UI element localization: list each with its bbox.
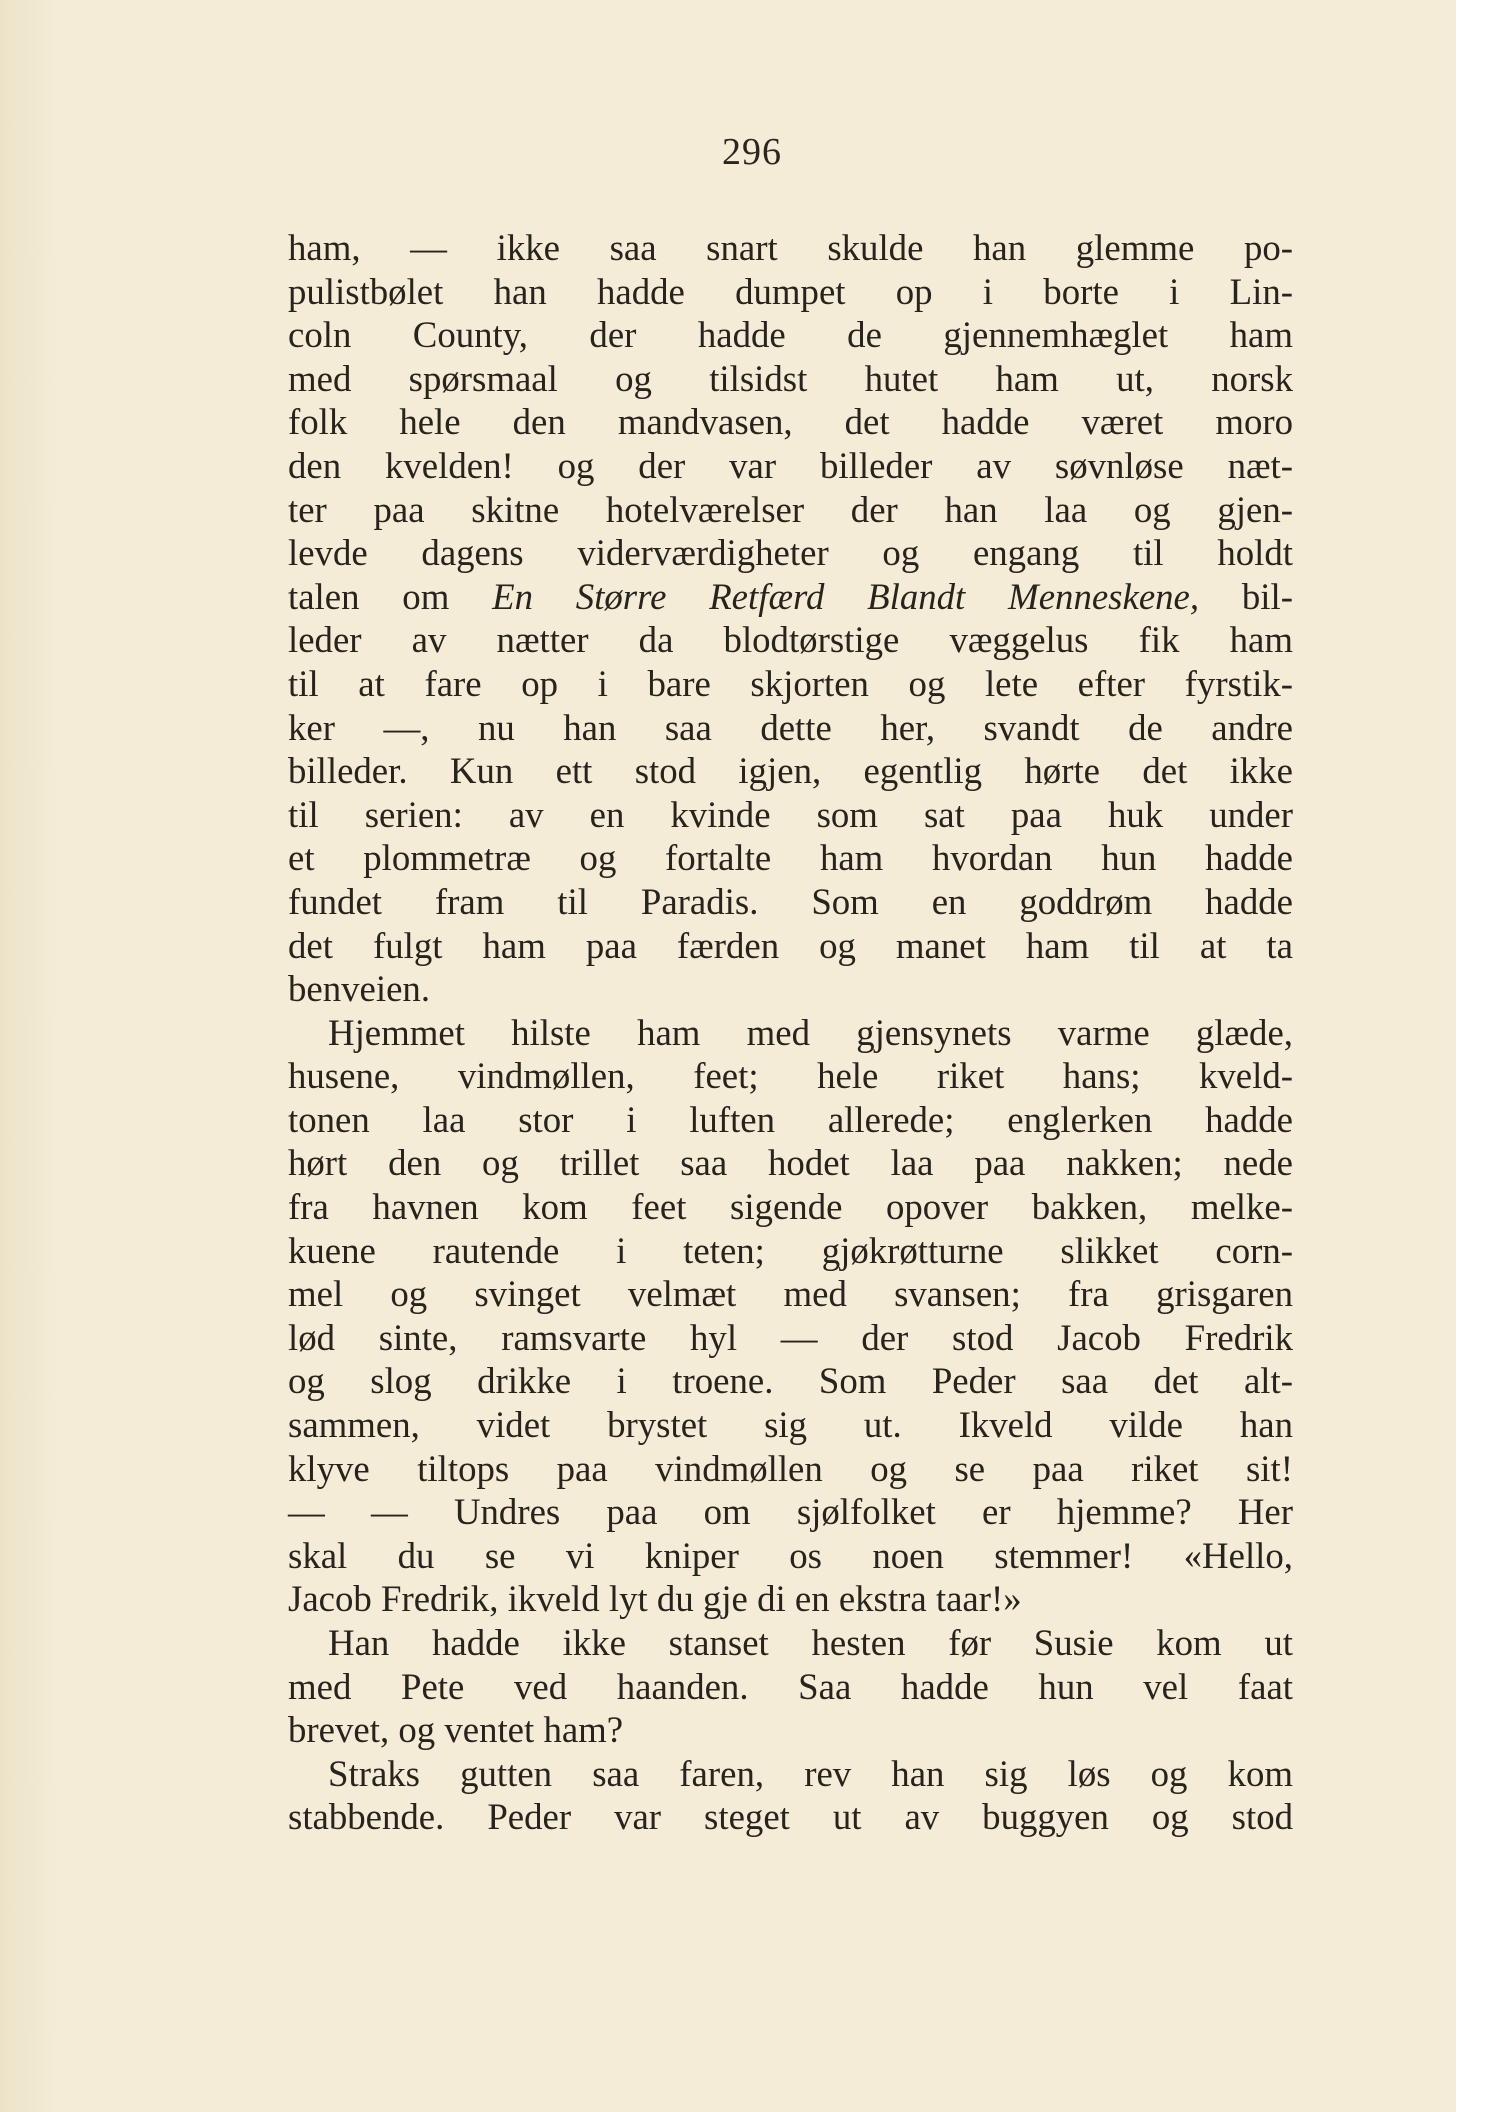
text-line: pulistbølet han hadde dumpet op i borte i Lin-	[288, 270, 1293, 312]
text-line: benveien.	[288, 968, 431, 1010]
text-line: Hjemmet hilste ham med gjensynets varme glæde,	[328, 1011, 1293, 1053]
text-line: klyve tiltops paa vindmøllen og se paa riket sit!	[288, 1447, 1293, 1489]
body-text	[288, 226, 1293, 1839]
text-line: til serien: av en kvinde som sat paa huk under	[288, 793, 1293, 835]
text-line: — — Undres paa om sjølfolket er hjemme? Her	[288, 1491, 1293, 1533]
text-line: det fulgt ham paa færden og manet ham til at ta	[288, 924, 1293, 966]
text-line: leder av nætter da blodtørstige væggelus fik ham	[288, 619, 1293, 661]
text-line: fundet fram til Paradis. Som en goddrøm hadde	[288, 880, 1293, 922]
text-line: skal du se vi kniper os noen stemmer! «Hello,	[288, 1534, 1293, 1576]
text-line: lød sinte, ramsvarte hyl — der stod Jacob Fredrik	[288, 1316, 1293, 1358]
text-line: kuene rautende i teten; gjøkrøtturne slikket corn-	[288, 1229, 1293, 1271]
text-line: sammen, videt brystet sig ut. Ikveld vilde han	[288, 1404, 1293, 1446]
text-line: hørt den og trillet saa hodet laa paa nakken; nede	[288, 1142, 1293, 1184]
page-number: 296	[722, 131, 782, 173]
text-line-segment: bil-	[1199, 575, 1293, 617]
text-line: ter paa skitne hotelværelser der han laa og gjen-	[288, 488, 1293, 530]
text-line: den kvelden! og der var billeder av søvnløse næt-	[288, 444, 1293, 486]
text-line: levde dagens viderværdigheter og engang til holdt	[288, 532, 1293, 574]
text-line-segment: talen om	[288, 575, 493, 617]
text-line: og slog drikke i troene. Som Peder saa det alt-	[288, 1360, 1293, 1402]
text-line: ham, — ikke saa snart skulde han glemme po-	[288, 227, 1293, 268]
text-line: tonen laa stor i luften allerede; englerken hadde	[288, 1098, 1293, 1140]
text-line: et plommetræ og fortalte ham hvordan hun hadde	[288, 837, 1293, 879]
text-line: Jacob Fredrik, ikveld lyt du gje di en ekstra taar!»	[288, 1578, 1022, 1620]
page-gutter-shadow	[0, 0, 60, 2112]
text-line: ker —, nu han saa dette her, svandt de andre	[288, 706, 1293, 748]
text-line: mel og svinget velmæt med svansen; fra grisgaren	[288, 1273, 1293, 1315]
text-line: fra havnen kom feet sigende opover bakken, melke-	[288, 1186, 1293, 1228]
text-line: brevet, og ventet ham?	[288, 1709, 624, 1751]
text-line: med spørsmaal og tilsidst hutet ham ut, norsk	[288, 357, 1293, 399]
text-line: Han hadde ikke stanset hesten før Susie kom ut	[328, 1622, 1293, 1663]
italic-title: En Større Retfærd Blandt Menneskene,	[492, 575, 1200, 617]
text-line: billeder. Kun ett stod igjen, egentlig hørte det ikke	[288, 750, 1293, 792]
text-line: stabbende. Peder var steget ut av buggyen og stod	[288, 1796, 1293, 1838]
text-line: Straks gutten saa faren, rev han sig løs og kom	[328, 1752, 1293, 1794]
text-line: folk hele den mandvasen, det hadde været moro	[288, 401, 1293, 443]
text-line: til at fare op i bare skjorten og lete efter fyrstik-	[288, 662, 1293, 704]
text-line: med Pete ved haanden. Saa hadde hun vel faat	[288, 1665, 1293, 1707]
text-line: husene, vindmøllen, feet; hele riket hans; kveld-	[288, 1055, 1293, 1097]
text-line: coln County, der hadde de gjennemhæglet ham	[288, 314, 1293, 356]
text-line	[288, 575, 1293, 619]
